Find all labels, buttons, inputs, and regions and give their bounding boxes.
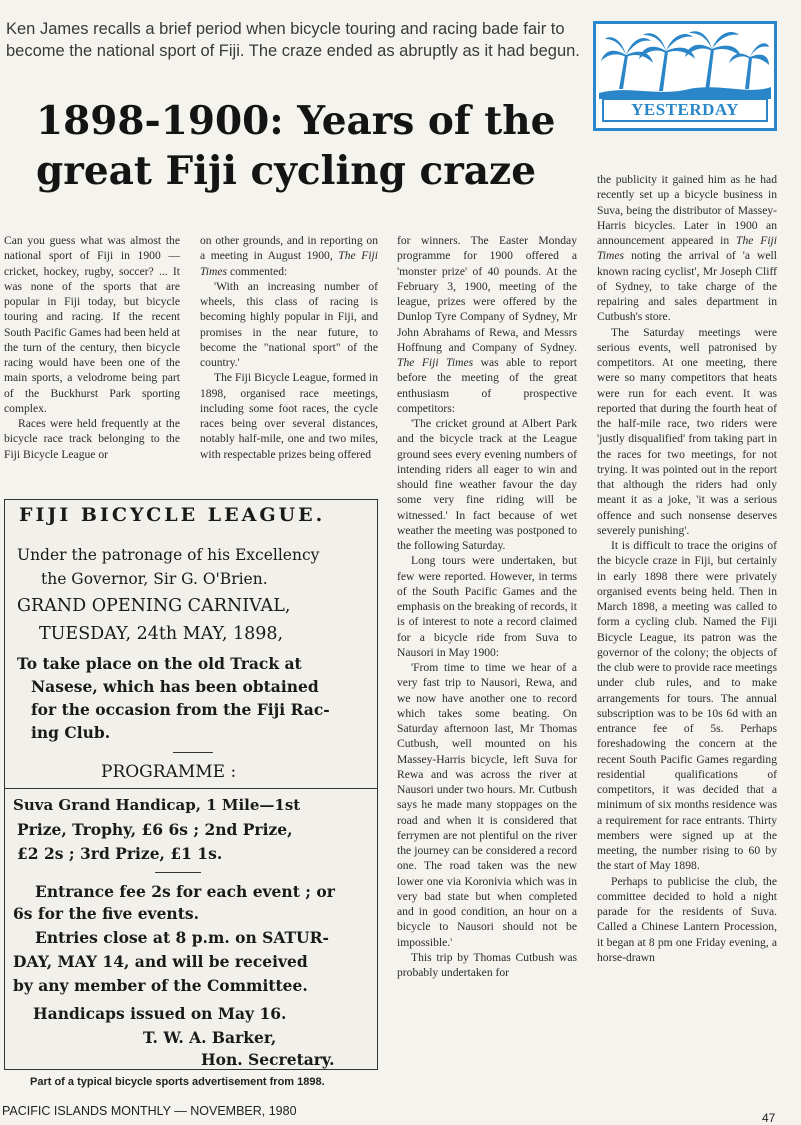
col4-p1-text-a: the publicity it gained him as he had recently set up a bicycle business in Suva, being the distributor of Massey-Harris bicycles. Later in 1900 an announcement appeared in [597,173,777,247]
ad-governor-line: the Governor, Sir G. O'Brien. [41,570,268,588]
col2-p1-text-b: commented: [227,264,288,278]
ad-signature-name: T. W. A. Barker, [143,1028,277,1047]
col3-paragraph-3: Long tours were undertaken, but few were reported. However, in terms of the South Pacific Games and the emphasis on the breaking of records, it is of interest to note a record claimed for a bicycle ride from Suva to Nausori in May 1900: [397,554,577,659]
ad-date-line: TUESDAY, 24th MAY, 1898, [39,624,284,644]
ad-rule-3 [155,872,201,873]
ad-handicaps-line: Handicaps issued on May 16. [33,1004,287,1023]
col3-p1-text-a: for winners. The Easter Monday programme for 1900 offered a 'monster prize' of 40 pounds. At the February 3, 1900, meeting of the league, prizes were offered by the Dunlop Tyre Company of Sydney, Mr John Abrahams of Rewa, and Messrs Hoffnung and Company of Sydney. [397,234,577,354]
ad-entries-line-3: by any member of the Committee. [13,976,308,995]
col4-paragraph-2: The Saturday meetings were serious events, well patronised by competitors. At one meeting, there were so many competitors that heats were run for each event. It was reported that during the fourth heat of the half-mile race, two riders were 'justly disqualified' from taking part in the races for two meetings, for not trying. It was pointed out in the report that although the riders had only meant it as a joke, 'it was a serious offence and such nonsense deserves severely punishing'. [597,325,777,537]
ad-event-line-1: Suva Grand Handicap, 1 Mile—1st [13,796,301,814]
col4-paragraph-4: Perhaps to publicise the club, the committee decided to hold a night parade for the residents of Suva. Called a Chinese Lantern Procession, it began at 8 pm one Friday evening, a horse-drawn [597,874,777,964]
col2-p1-text-a: on other grounds, and in reporting on a meeting in August 1900, [200,234,378,263]
col3-paragraph-1 [397,233,577,416]
col2-paragraph-1 [200,233,378,279]
column-1 [4,233,180,462]
palm-trees-icon [599,27,771,99]
ad-event-line-3: £2 2s ; 3rd Prize, £1 1s. [17,844,223,863]
column-3 [397,233,577,980]
intro-deck: Ken James recalls a brief period when bicycle touring and racing bade fair to become the national sport of Fiji. The craze ended as abruptly as it had begun. [6,20,580,60]
ad-fee-line-1: Entrance fee 2s for each event ; or [35,882,335,901]
ad-signature-title: Hon. Secretary. [201,1050,335,1069]
ad-rule-1 [173,752,213,753]
col4-p1-newspaper: The Fiji Times [597,234,777,263]
yesterday-logo [593,21,777,131]
col1-paragraph-2: Races were held frequently at the bicycle race track belonging to the Fiji Bicycle League or [4,417,180,461]
ad-venue-line-4: ing Club. [31,723,111,742]
col2-paragraph-3: The Fiji Bicycle League, formed in 1898, organised race meetings, including some foot races, the cycle races being over several distances, notably half-mile, one and two miles, with respectable prizes being offered [200,371,378,461]
col3-paragraph-4: 'From time to time we hear of a very fast trip to Nausori, Rewa, and we now have another one to record which takes some beating. On Saturday afternoon last, Mr Thomas Cutbush, well mounted on his Massey-Harris bicycle, left Suva for Rewa and was across the river at Nausori under two hours. Mr. Cutbush says he made many stoppages on the road and when it is considered that ferrymen are not plentiful on the river the journey can be considered a record one. The road taken was the new lower one via Koronivia which was in very bad state but when completed and in good condition, an hour on a bicycle to Nausori should not be impossible.' [397,661,577,949]
article-headline: 1898-1900: Years of the great Fiji cycling craze [36,98,556,194]
ad-patronage-line: Under the patronage of his Excellency [17,546,320,564]
ad-venue-line-3: for the occasion from the Fiji Rac- [31,700,330,719]
ad-entries-line-1: Entries close at 8 p.m. on SATUR- [35,928,329,947]
col2-p1-newspaper: The Fiji Times [200,249,378,278]
col3-p1-newspaper: The Fiji Times [397,356,474,369]
ad-event-line-2: Prize, Trophy, £6 6s ; 2nd Prize, [17,820,293,839]
ad-entries-line-2: DAY, MAY 14, and will be received [13,952,308,971]
col4-paragraph-1 [597,172,777,325]
column-2 [200,233,378,462]
col4-p1-text-b: noting the arrival of 'a well known racing cyclist', Mr Joseph Cliff of Sydney, to take charge of the repairing and sales department in Cutbush's store. [597,249,777,324]
page-footer: PACIFIC ISLANDS MONTHLY — NOVEMBER, 1980 [2,1104,297,1118]
logo-wordmark: YESTERDAY [602,98,768,122]
ad-programme-heading: PROGRAMME : [101,762,237,782]
ad-venue-line-2: Nasese, which has been obtained [31,677,319,696]
ad-rule-2 [5,788,377,789]
ad-fee-line-2: 6s for the five events. [13,904,199,923]
col3-paragraph-2: 'The cricket ground at Albert Park and the bicycle track at the League ground sees every evening numbers of intending riders all eager to win and should fine weather favour the day some very fine riding will be witnessed.' In fact because of wet weather the meeting was postponed to the following Saturday. [397,417,577,552]
column-4 [597,172,777,965]
col3-p1-text-b: was able to report before the meeting of the great enthusiasm of prospective competitors: [397,356,577,415]
col3-paragraph-5: This trip by Thomas Cutbush was probably undertaken for [397,950,577,979]
col1-paragraph-1: Can you guess what was almost the national sport of Fiji in 1900 — cricket, hockey, rugby, soccer? ... It was none of the sports that are popular in Fiji today, but bicycle touring and racing. If the recent South Pacific Games had been held at the turn of the century, then bicycle racing would have been one of the main sports, a velodrome being part of the Buckhurst Park sporting complex. [4,234,180,415]
ad-carnival-line: GRAND OPENING CARNIVAL, [17,596,291,616]
col4-paragraph-3: It is difficult to trace the origins of the bicycle craze in Fiji, but certainly in early 1898 there were privately organised events being held. Then in March 1898, a meeting was called to form a cycling club. Named the Fiji Bicycle League, its patron was the governor of the colony; the objects of the club were to provide race meetings under club rules, and to make arrangements for tours. The annual subscription was to be 10s 6d with an entrance fee of 5s. Perhaps foreshadowing the concern at the recent South Pacific Games regarding residential qualifications of competitors, it was decided that a minimum of six months residence was a requirement for race entrants. Thirty members were signed up at the meeting, the number rising to 60 by the start of May 1898. [597,539,777,873]
col2-paragraph-2: 'With an increasing number of wheels, this class of racing is becoming highly popular in Fiji, and promises in the near future, to become the "national sport" of the country.' [200,279,378,369]
ad-venue-line-1: To take place on the old Track at [17,654,302,673]
page-number: 47 [762,1111,776,1125]
ad-caption: Part of a typical bicycle sports advertisement from 1898. [30,1076,325,1088]
bicycle-league-advertisement [4,499,378,1070]
ad-title: FIJI BICYCLE LEAGUE. [19,504,326,526]
